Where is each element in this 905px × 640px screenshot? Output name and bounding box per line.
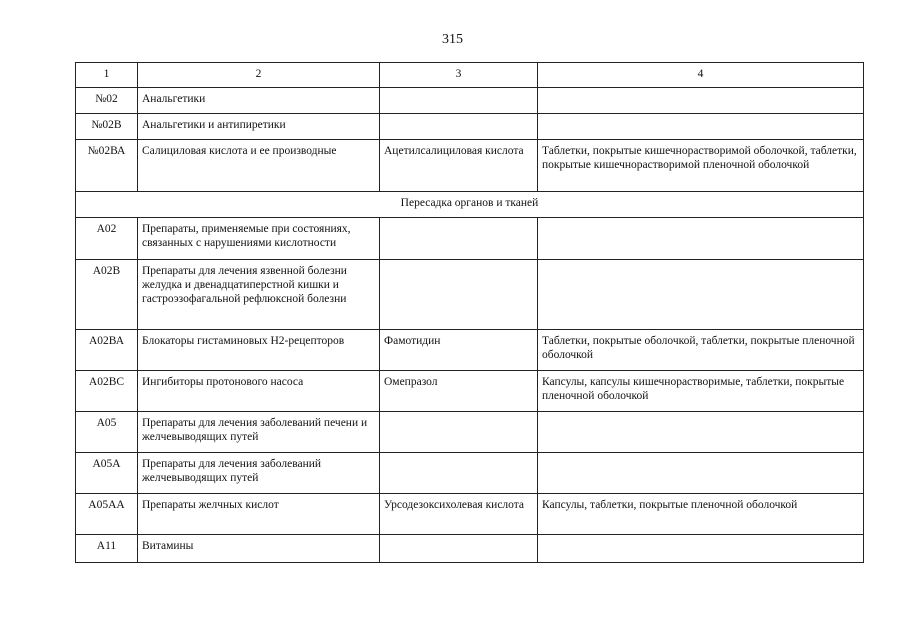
- atc-code-cell: А02В: [76, 260, 138, 330]
- table-row: [76, 114, 864, 140]
- atc-code-cell: №02В: [76, 114, 138, 140]
- dosage-form-cell: [538, 412, 864, 453]
- substance-cell: [380, 218, 538, 260]
- atc-code-cell: А02ВА: [76, 330, 138, 371]
- dosage-form-cell: [538, 535, 864, 563]
- column-header-1: 1: [76, 63, 138, 88]
- column-header-3: 3: [380, 63, 538, 88]
- atc-code-cell: А02: [76, 218, 138, 260]
- substance-cell: Омепразол: [380, 371, 538, 412]
- dosage-form-cell: Таблетки, покрытые оболочкой, таблетки, покрытые пленочной оболочкой: [538, 330, 864, 371]
- atc-code-cell: А05АА: [76, 494, 138, 535]
- group-name-cell: Ингибиторы протонового насоса: [138, 371, 380, 412]
- group-name-cell: Препараты для лечения заболеваний желчевыводящих путей: [138, 453, 380, 494]
- substance-cell: [380, 535, 538, 563]
- section-row: [76, 192, 864, 218]
- group-name-cell: Анальгетики и антипиретики: [138, 114, 380, 140]
- table-row: [76, 494, 864, 535]
- dosage-form-cell: Таблетки, покрытые кишечнорастворимой оболочкой, таблетки, покрытые кишечнорастворимой пленочной оболочкой: [538, 140, 864, 192]
- dosage-form-cell: Капсулы, таблетки, покрытые пленочной оболочкой: [538, 494, 864, 535]
- table-row: [76, 260, 864, 330]
- table-row: [76, 330, 864, 371]
- table-row: [76, 371, 864, 412]
- column-header-4: 4: [538, 63, 864, 88]
- table-row: [76, 140, 864, 192]
- group-name-cell: Препараты для лечения язвенной болезни желудка и двенадцатиперстной кишки и гастроэзофагальной рефлюксной болезни: [138, 260, 380, 330]
- table-row: [76, 453, 864, 494]
- header-row: [76, 63, 864, 88]
- atc-code-cell: №02ВА: [76, 140, 138, 192]
- table-row: [76, 218, 864, 260]
- atc-code-cell: А05: [76, 412, 138, 453]
- group-name-cell: Витамины: [138, 535, 380, 563]
- dosage-form-cell: [538, 453, 864, 494]
- atc-code-cell: А05А: [76, 453, 138, 494]
- table-row: [76, 88, 864, 114]
- substance-cell: [380, 88, 538, 114]
- page-number: 315: [442, 32, 463, 47]
- group-name-cell: Анальгетики: [138, 88, 380, 114]
- dosage-form-cell: [538, 88, 864, 114]
- substance-cell: Ацетилсалициловая кислота: [380, 140, 538, 192]
- substance-cell: [380, 412, 538, 453]
- group-name-cell: Препараты для лечения заболеваний печени и желчевыводящих путей: [138, 412, 380, 453]
- table-row: [76, 412, 864, 453]
- substance-cell: [380, 114, 538, 140]
- table-row: [76, 535, 864, 563]
- atc-code-cell: А02ВС: [76, 371, 138, 412]
- substance-cell: Урсодезоксихолевая кислота: [380, 494, 538, 535]
- group-name-cell: Препараты желчных кислот: [138, 494, 380, 535]
- drug-classification-table: [75, 62, 864, 563]
- column-header-2: 2: [138, 63, 380, 88]
- substance-cell: [380, 453, 538, 494]
- group-name-cell: Препараты, применяемые при состояниях, связанных с нарушениями кислотности: [138, 218, 380, 260]
- section-heading: Пересадка органов и тканей: [76, 192, 864, 218]
- dosage-form-cell: [538, 260, 864, 330]
- dosage-form-cell: [538, 218, 864, 260]
- group-name-cell: Салициловая кислота и ее производные: [138, 140, 380, 192]
- atc-code-cell: №02: [76, 88, 138, 114]
- dosage-form-cell: Капсулы, капсулы кишечнорастворимые, таблетки, покрытые пленочной оболочкой: [538, 371, 864, 412]
- atc-code-cell: А11: [76, 535, 138, 563]
- group-name-cell: Блокаторы гистаминовых Н2-рецепторов: [138, 330, 380, 371]
- dosage-form-cell: [538, 114, 864, 140]
- substance-cell: Фамотидин: [380, 330, 538, 371]
- substance-cell: [380, 260, 538, 330]
